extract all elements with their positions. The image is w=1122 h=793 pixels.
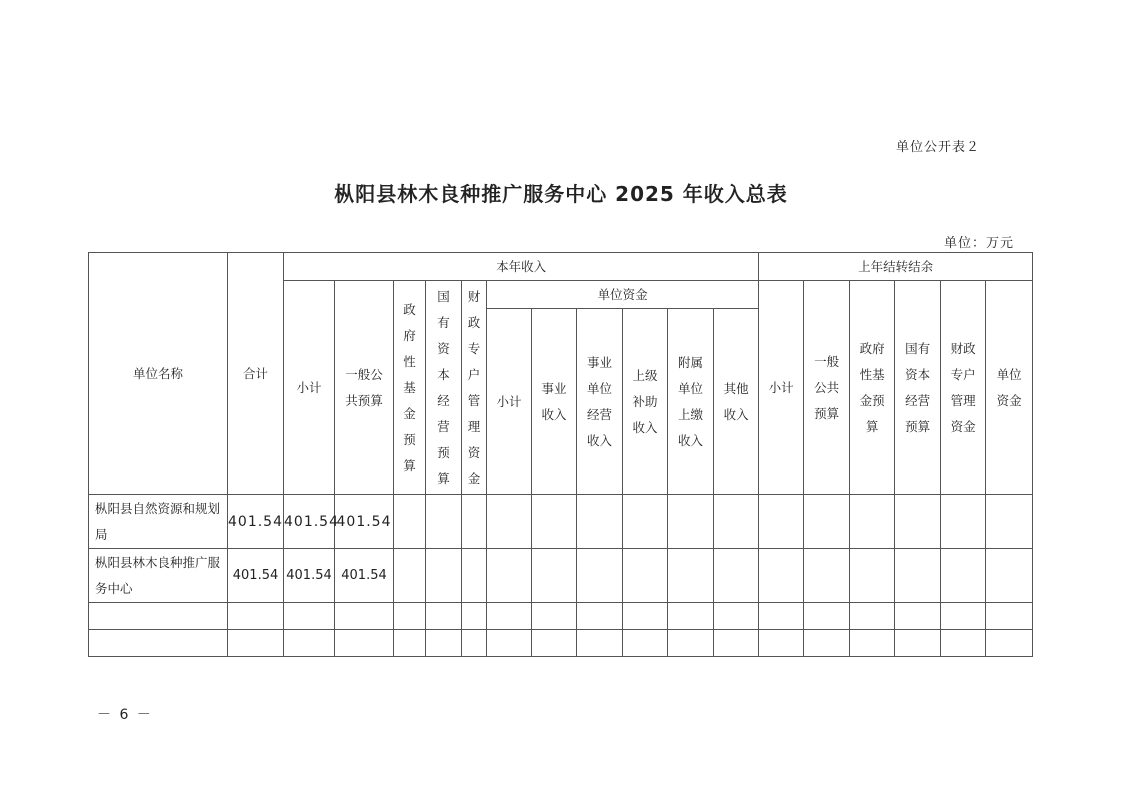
header-unit-subtotal: 小计 (487, 309, 532, 495)
header-affiliated-income: 附属单位上缴收入 (668, 309, 714, 495)
form-number: 单位公开表２ (895, 140, 980, 155)
header-prior-subtotal: 小计 (759, 281, 804, 495)
header-prior-state-capital: 国有资本经营预算 (895, 281, 941, 495)
table-row (89, 495, 1033, 549)
header-prior-unit-funds: 单位资金 (986, 281, 1033, 495)
header-gov-fund: 政府性基金预算 (394, 281, 426, 495)
header-business-income: 事业收入 (532, 309, 577, 495)
table-row (89, 549, 1033, 603)
row-total: 401.54 (228, 549, 284, 603)
row-subtotal: 401.54 (284, 495, 335, 549)
income-summary-table (88, 252, 1033, 657)
table-row (89, 603, 1033, 630)
row-subtotal: 401.54 (284, 549, 335, 603)
header-prior-fiscal-special: 财政专户管理资金 (941, 281, 986, 495)
header-operating-income: 事业单位经营收入 (577, 309, 623, 495)
row-total: 401.54 (228, 495, 284, 549)
header-state-capital: 国有资本经营预算 (426, 281, 462, 495)
table-row (89, 630, 1033, 657)
page-title: 枞阳县林木良种推广服务中心 2025 年收入总表 (334, 182, 788, 206)
header-total: 合计 (228, 253, 284, 495)
header-prior-general: 一般公共预算 (804, 281, 850, 495)
header-superior-subsidy: 上级补助收入 (623, 309, 668, 495)
header-subtotal: 小计 (284, 281, 335, 495)
header-current-year-income: 本年收入 (284, 253, 759, 281)
unit-note: 单位：万元 (943, 236, 1014, 251)
header-unit-funds: 单位资金 (487, 281, 759, 309)
row-unit-name: 枞阳县林木良种推广服务中心 (89, 549, 228, 603)
row-general-budget: 401.54 (335, 495, 394, 549)
row-unit-name: 枞阳县自然资源和规划局 (89, 495, 228, 549)
page-number: － 6 － (97, 707, 153, 723)
header-other-income: 其他收入 (714, 309, 759, 495)
header-general-budget: 一般公共预算 (335, 281, 394, 495)
header-prior-gov-fund: 政府性基金预算 (850, 281, 895, 495)
row-general-budget: 401.54 (335, 549, 394, 603)
header-fiscal-special: 财政专户管理资金 (462, 281, 487, 495)
header-unit-name: 单位名称 (89, 253, 228, 495)
header-prior-year-balance: 上年结转结余 (759, 253, 1033, 281)
